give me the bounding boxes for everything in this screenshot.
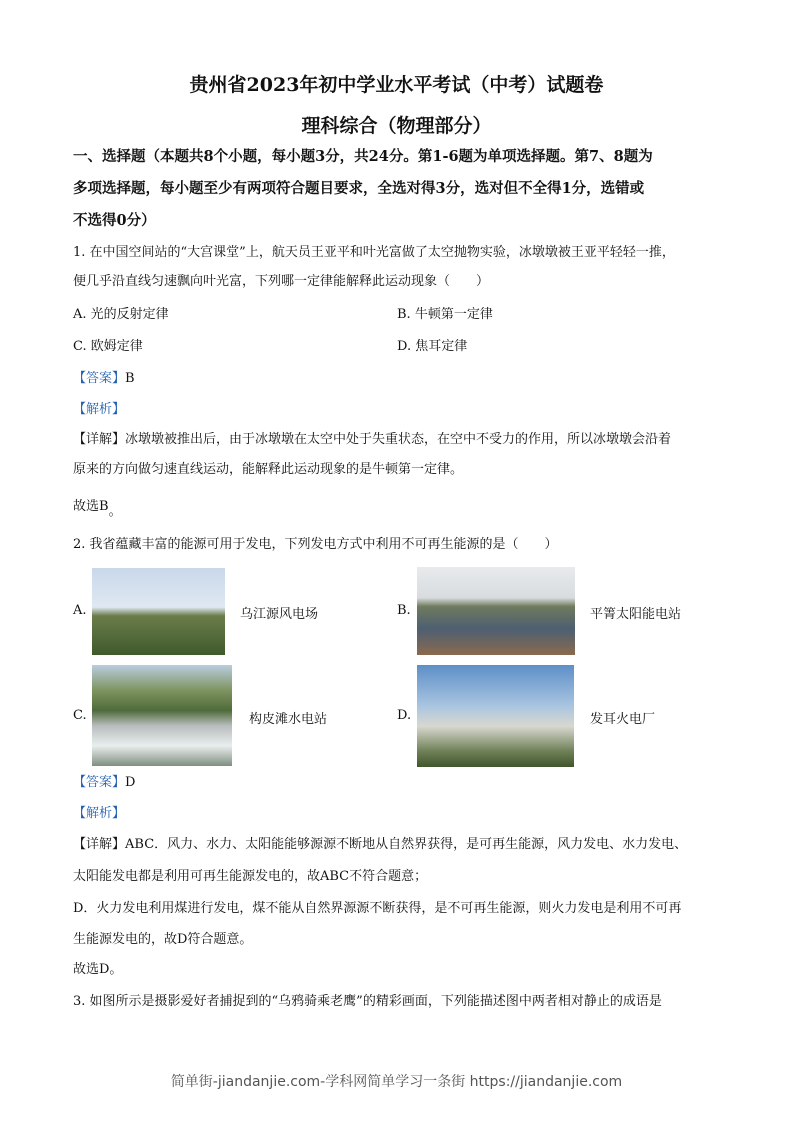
wind-farm-image: [92, 568, 225, 655]
section-instructions: 多项选择题，每小题至少有两项符合题目要求，全选对得3分，选对但不全得1分，选错或: [73, 180, 645, 197]
detail-tag: 【详解】: [73, 837, 126, 852]
page-subtitle: 理科综合（物理部分）: [301, 115, 492, 137]
conclusion-text: 故选B: [73, 499, 109, 514]
q1-detail: 原来的方向做匀速直线运动，能解释此运动现象的是牛顿第一定律。: [73, 462, 464, 477]
conclusion-mark: 。: [108, 504, 122, 519]
q2-detail: 生能源发电的，故D符合题意。: [73, 932, 253, 947]
q2-detail: D．火力发电利用煤进行发电，煤不能从自然界源源不断获得，是不可再生能源，则火力发电是利用不可再: [73, 901, 682, 916]
footer-watermark: 简单街-jiandanjie.com-学科网简单学习一条街 https://jiandanjie.com: [170, 1074, 623, 1090]
q2-answer: [73, 774, 135, 792]
answer-tag: 【答案】: [73, 371, 126, 386]
q1-option-d: D. 焦耳定律: [397, 339, 468, 354]
page-title: 贵州省2023年初中学业水平考试（中考）试题卷: [189, 74, 604, 96]
q2-stem: 2. 我省蕴藏丰富的能源可用于发电，下列发电方式中利用不可再生能源的是（ ）: [73, 537, 558, 552]
answer-value: D: [125, 775, 136, 790]
q3-stem: 3. 如图所示是摄影爱好者捕捉到的“乌鸦骑乘老鹰”的精彩画面，下列能描述图中两者相对静止的成语是: [73, 994, 662, 1009]
q2-conclusion: 故选D。: [73, 962, 123, 977]
q2-detail: 太阳能发电都是利用可再生能源发电的，故ABC不符合题意；: [73, 869, 428, 884]
q1-detail: [73, 431, 671, 449]
q2-option-c-caption: 构皮滩水电站: [249, 712, 328, 727]
q2-option-b-letter: B.: [397, 603, 411, 618]
analysis-tag: 【解析】: [73, 402, 126, 417]
section-instructions: 一、选择题（本题共8个小题，每小题3分，共24分。第1-6题为单项选择题。第7、8题为: [73, 148, 653, 165]
q1-option-b: B. 牛顿第一定律: [397, 307, 493, 322]
q2-option-a-letter: A.: [73, 603, 87, 618]
detail-text: 冰墩墩被推出后，由于冰墩墩在太空中处于失重状态，在空中不受力的作用，所以冰墩墩会沿着: [125, 432, 672, 447]
detail-tag: 【详解】: [73, 432, 126, 447]
q2-option-d-letter: D.: [397, 708, 412, 723]
thermal-plant-image: [417, 665, 574, 767]
hydro-station-image: [92, 665, 232, 766]
answer-tag: 【答案】: [73, 775, 126, 790]
q2-option-a-caption: 乌江源风电场: [240, 607, 319, 622]
q1-option-a: A. 光的反射定律: [73, 307, 169, 322]
q2-option-b-caption: 平箐太阳能电站: [590, 607, 682, 622]
q1-stem: 便几乎沿直线匀速飘向叶光富，下列哪一定律能解释此运动现象（ ）: [73, 274, 490, 289]
q2-option-d-caption: 发耳火电厂: [590, 712, 656, 727]
q2-option-c-letter: C.: [73, 708, 87, 723]
q1-conclusion: [73, 498, 122, 519]
analysis-tag: 【解析】: [73, 806, 126, 821]
detail-text: ABC．风力、水力、太阳能能够源源不断地从自然界获得，是可再生能源，风力发电、水力发电、: [125, 837, 688, 852]
q2-analysis-tag: [73, 805, 125, 823]
q1-answer: [73, 370, 135, 388]
q1-analysis-tag: [73, 401, 125, 419]
q1-option-c: C. 欧姆定律: [73, 339, 143, 354]
q2-detail: [73, 836, 687, 854]
q1-stem: 1. 在中国空间站的“大宫课堂”上，航天员王亚平和叶光富做了太空抛物实验，冰墩墩被王亚平轻轻一推，: [73, 245, 675, 260]
section-instructions: 不选得0分）: [73, 212, 156, 229]
answer-value: B: [125, 371, 135, 386]
solar-plant-image: [417, 567, 575, 655]
